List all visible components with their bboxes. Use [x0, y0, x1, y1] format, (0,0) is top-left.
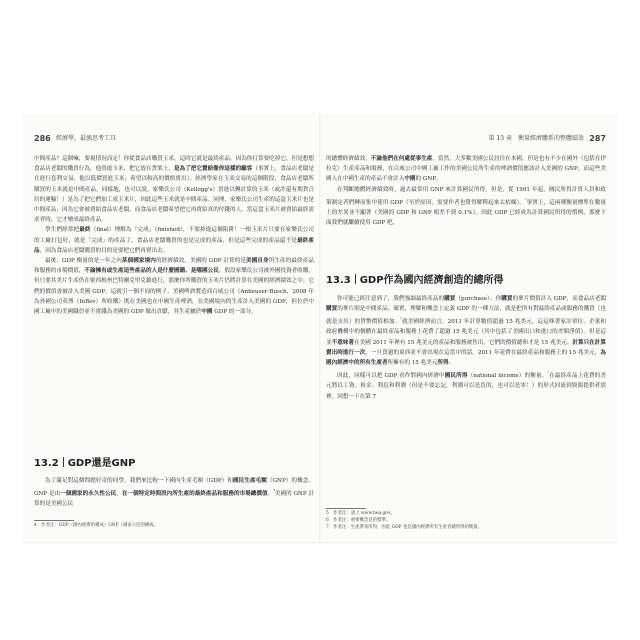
emphasis-text: 最終產品: [34, 237, 314, 254]
right-para-3: [326, 294, 606, 368]
right-running-head: [326, 134, 606, 144]
emphasis-text: 國民所得: [444, 373, 468, 380]
left-running-title: 經濟學，最強思考工具: [56, 135, 117, 142]
emphasis-text: 為國內經濟中的所有生產者: [326, 349, 606, 367]
right-footnote-5: 5 作者注：請上 www.bea.gov。: [326, 511, 395, 516]
right-running-title: 第 13 章 衡量經濟體系的整體績效: [488, 135, 584, 142]
emphasis-text: 購買: [444, 296, 456, 302]
text-run: 的麥片則是中間產品。確實，理解和概念上定義 GDP 的一種方法，就是把所有對最終產品或服務的購買（也就是支出）的貨幣價值相加。: [326, 306, 606, 326]
left-footnote-rule: [34, 520, 74, 521]
text-run: 所擁有的 15 兆美元: [387, 360, 438, 367]
left-body-top: [34, 154, 314, 317]
footnote-marker: ⁴: [273, 488, 275, 494]
section-divider: [63, 457, 64, 467]
right-section-title: GDP作為國內經濟創造的總所得: [359, 275, 504, 286]
left-para-4: [34, 476, 314, 509]
footnote-marker: ⁵: [524, 196, 527, 202]
emphasis-text: 購買: [501, 296, 513, 302]
left-section-number: 13.2: [34, 458, 59, 469]
text-run: 。假設家樂氏公司被外國投資者收購，但只要其美片生產仍在密西根州巴特爾克里克鎮進行，那麼你所購買的玉米片仍將計算在美國的經濟績效之中。它們的價值會被計入美國 GDP。這就引一個不同的例子，美國啤酒製造商百威公司（Anheuser-Busch，2008 年為外國公司英博（InBev）所收購）既在美國也在中國生產啤酒，在美國境內的生產計入美國的 GDP，但位於中國工廠中的美國職員並不賣錢為美國的 GDP 做出貢獻，其生產屬於: [34, 268, 314, 316]
text-run: 所生產的最終產品和服務的市場價值，: [34, 258, 314, 275]
right-footnote-6: 6 作者注：重要概念見的標準。: [326, 518, 391, 523]
emphasis-text: 是為了把它賣給像你這樣的顧客: [173, 166, 253, 173]
emphasis-text: 在一個特定時間段內所生產的最終產品和服務的市場總價值: [121, 491, 268, 498]
left-footnote: 4 作者注：GDP（國內經濟的構成）GNP（國家公民的構成。: [34, 523, 159, 528]
right-para-4: [326, 368, 606, 401]
text-run: （GNP）的概念。GNP 是由: [34, 478, 314, 498]
text-run: 的 GNP。: [415, 176, 442, 183]
right-section-number: 13.3: [326, 275, 351, 286]
text-run: 的麥片價值計入 GDP，而食品店老闆: [512, 296, 606, 302]
left-running-head: [34, 134, 314, 144]
right-footnote-rule: [326, 508, 366, 509]
right-body-bottom: [326, 294, 606, 402]
text-run: 你可能已經注意到了，我們強調最終產品的: [337, 296, 445, 302]
emphasis-text: 中國: [404, 176, 416, 183]
right-para-2: [326, 185, 606, 229]
book-gutter: [319, 114, 321, 542]
text-run: （purchase）。你: [455, 296, 502, 302]
left-body-bottom: [34, 476, 314, 509]
emphasis-text: 某個國家境內: [121, 258, 156, 265]
footnote-marker: ⁶: [400, 316, 402, 322]
right-footnote-7: 7 作者注：生產帶來所得，因此 GDP 也是國內經濟所有生產者總所得的衡量。: [326, 525, 483, 530]
text-run: 的總體經濟績效，: [326, 156, 371, 162]
right-section-heading: [326, 274, 504, 288]
text-run: 美國的 GNP 計算的是美國公民: [34, 491, 314, 508]
left-page: [34, 114, 314, 542]
text-run: 。一旦買過的東西並不會出現在這當中的話。2011 年花費在最終產品和服務上的 15 兆美元，: [365, 349, 601, 356]
text-run: GDP 的一部分。: [212, 309, 257, 316]
text-run: 的經濟績效，美國的 GDP 計算的是: [155, 258, 247, 265]
text-run: 。: [267, 491, 274, 498]
right-para-1: [326, 154, 606, 185]
text-run: （national income）的衡量。: [467, 373, 548, 380]
emphasis-text: 最終: [79, 227, 91, 234]
text-run: （final）理解為「完成」（finished），不要掉進這個陷阱！一根玉米片只要在家樂氏公司的工廠打包好，就是「完成」的產品了，食品店老闆購買的也是完成的產品，但是這些完成的產品還不是: [34, 227, 314, 244]
footnote-marker: ⁷: [547, 370, 549, 376]
emphasis-text: 不意味著: [331, 339, 355, 346]
text-run: （事實上，食品店老闆是在進行套利交易，他以低價買進玉米，希望以較高的價格賣出）。經濟學家在玉米交易的這個階段，食品店老闆所購買的玉米就是中間產品。同樣地，也可以說，家樂氏公司（Kellogg's）買進以轉計算的玉米（或許還有期貨合約的運輸！）是為了把它們加工成玉米片，因此這些玉米就是中間產品。同理，家樂氏公司生產的這盒玉米片也是中間產品，因為它會被賣給食品店老闆，而食品店老闆希望把它再賣給真的付錢的人。當這盒玉米片被賣給最終需求者時，它才變成最終產品。: [34, 166, 314, 224]
emphasis-text: 購買: [326, 306, 338, 313]
text-run: 在美國 2011 年裡有 15 兆美元的產品和服務被售出，它們的價值總和才是 15 兆美元。: [354, 339, 573, 346]
right-body-top: [326, 154, 606, 228]
emphasis-text: 美國自身: [246, 258, 269, 265]
emphasis-text: 不論擁有或生產這些產品的人是什麼國籍、是哪國公民: [84, 268, 219, 275]
text-run: 為了滿足對這個問題好奇的同學，我們來比較一下國內生產毛額（GDP）和: [45, 478, 234, 484]
text-run: 就美國經濟而言，2011 年計算數值超過 15 兆美元。這這咪著家計單位、企業和政府機構中的個體在最終產品和服務上花費了超過 15 兆美元（其中包括了美國出口和進口的差額淨值）。但是這並: [326, 319, 606, 346]
left-para-2: [34, 225, 314, 256]
text-run: ，因為食品店老闆購買的目的是要把它們再賣出去。: [39, 247, 169, 254]
text-run: 事實上，這兩種衡量標準在數量上的差異並不顯著（美國的 GDP 和 GNP 相差不到 0.1%）。因此 GDP 已經成為計算國民所得的慣例，那麼下面我們就繼續使用 GDP 吧。: [326, 199, 606, 227]
text-run: 。當然，大多數美國公民居住在本國，但是也有不少在國外（包括在伊拉克）生產產品和服務，在百威公司中國工廠工作的美國公民所生產的啤酒價值應該計入美國的 GNP，而這些美國人在中國生產的產品不會計入: [326, 156, 607, 183]
left-para-1: [34, 154, 314, 225]
right-page-number: 287: [589, 134, 606, 143]
left-section-heading: [34, 457, 135, 471]
text-run: 因此，同樣可以把 GDP 看作對國內經濟中: [337, 373, 445, 380]
emphasis-text: 所得: [437, 360, 449, 367]
emphasis-text: 不論他們在何處從事生產: [370, 156, 433, 162]
left-section-title: GDP還是GNP: [67, 458, 136, 469]
emphasis-text: 計算只在計算賣出時進行一次: [326, 339, 606, 356]
text-run: 學生們經常把: [45, 227, 80, 234]
emphasis-text: 中國: [201, 309, 213, 316]
emphasis-text: 一個國家的永久性公民: [60, 491, 117, 498]
emphasis-text: 國民生產毛額: [233, 478, 267, 484]
text-run: ，: [116, 491, 122, 498]
text-run: 在判斷總體經濟績效時，過去最常用 GNP 來計算國民所得，但是，從 1991 年起，國民所得計算人員和政策制定者們轉而集中使用 GDP（至於原因，需要作者也覺得解釋起來太枯燥）。: [326, 186, 606, 206]
text-run: 最後，GDP 衡量的是一年之內: [45, 258, 122, 265]
left-para-3: [34, 256, 314, 317]
section-divider: [355, 274, 356, 284]
text-run: 中間產品？這個嘛，要視情況而定！你從食品店購買玉米，這時它就是最終產品，因為你打算要吃掉它。但是想想食品店老闆的購買行為，他買進玉米，把它放在貨架上，: [34, 156, 314, 173]
left-page-number: 286: [34, 134, 51, 143]
text-run: 在最終產品上花費的美元將以工資、租金、利息和利潤（但是不要忘記，利潤可以是負的，也可以是零！）的形式回流到資源提供者那裡。回想一下在第 7: [326, 373, 606, 400]
right-page: [326, 114, 606, 542]
text-run: 。: [448, 360, 455, 367]
right-footnotes: [326, 510, 606, 531]
